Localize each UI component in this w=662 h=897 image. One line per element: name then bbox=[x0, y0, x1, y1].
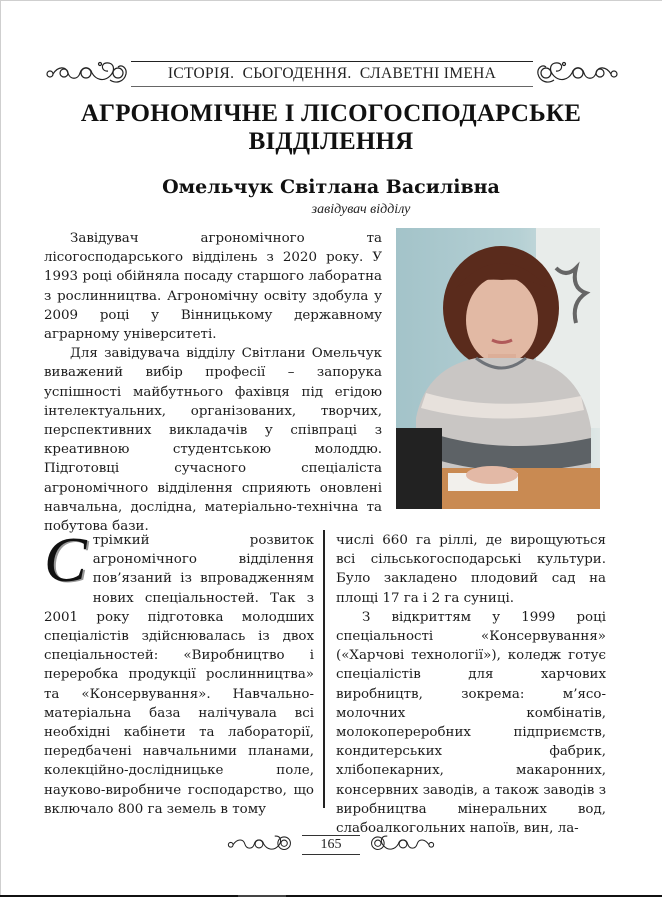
portrait-image bbox=[396, 228, 600, 509]
column-divider bbox=[323, 530, 325, 808]
author-name: Омельчук Світлана Василівна bbox=[162, 176, 500, 198]
flourish-ornament-icon bbox=[226, 831, 292, 857]
drop-cap: С bbox=[44, 524, 87, 595]
portrait-photo bbox=[396, 228, 600, 509]
running-head-band bbox=[131, 61, 533, 87]
intro-paragraph: Для завідувача відділу Світлани Омельчук виважений вибір професії – запорука успішності майбутнього фахівця під егідою інтелектуальних, організованих, творчих, перспективних викладачів у співпраці з креативною студентською молоддю. Підготовці сучасного спеціаліста агрономічного відділення сприяють оновлені навчальна, дослідна, матеріально-технічна та побутова бази. bbox=[44, 346, 382, 535]
article-title bbox=[40, 100, 622, 156]
running-head bbox=[44, 57, 620, 91]
body-paragraph: числі 660 га ріллі, де вирощуються всі сільськогосподарські культури. Було закладено плодовий сад на площі 17 га і 2 га суниці. bbox=[336, 533, 606, 606]
body-column-right bbox=[336, 531, 606, 838]
intro-paragraph: Завідувач агрономічного та лісогосподарського відділень з 2020 року. У 1993 році обійняла посаду старшого лаборатна з рослинництва. Агрономічну освіту здобула у 2009 році у Вінницькому державному аграрному університеті. bbox=[44, 231, 382, 343]
flourish-ornament-icon bbox=[536, 60, 620, 86]
page-footer bbox=[226, 829, 436, 859]
author-role: завідувач відділу bbox=[311, 202, 411, 217]
article-title-line-2: ВІДДІЛЕННЯ bbox=[248, 128, 414, 155]
running-head-text: ІСТОРІЯ. СЬОГОДЕННЯ. СЛАВЕТНІ ІМЕНА bbox=[167, 65, 497, 82]
flourish-ornament-icon bbox=[370, 831, 436, 857]
body-paragraph: З відкриттям у 1999 році спеціальності «Консервування» («Харчові технології»), коледж готує спеціалістів для харчових виробництв, зокрема: м’ясо-молочних комбінатів, молокопереробних підприємств, кондитерських фабрик, хлібопекарних, макаронних, консервних заводів, а також заводів з виробництва мінеральних вод, слабоалкогольних напоїв, вин, ла- bbox=[336, 609, 606, 837]
flourish-ornament-icon bbox=[44, 60, 128, 86]
article-title-line-1: АГРОНОМІЧНЕ І ЛІСОГОСПОДАРСЬКЕ bbox=[80, 100, 582, 127]
page-number-band bbox=[302, 835, 360, 855]
intro-text bbox=[44, 229, 382, 536]
page-number: 165 bbox=[320, 837, 342, 852]
body-text-left: трімкий розвиток агрономічного відділення пов’язаний із впровадженням нових спеціальностей. Так з 2001 року підготовка молодших спеціалістів здійснювалась із двох спеціальностей: «Виробництво і переробка продукції рослинництва» та «Консервування». Навчально-матеріальна база налічувала всі необхідні кабінети та лабораторії, передбачені навчальними планами, колекційно-дослідницьке поле, науково-виробниче господарство, що включало 800 га земель в тому bbox=[44, 533, 314, 817]
body-column-left bbox=[44, 524, 314, 819]
